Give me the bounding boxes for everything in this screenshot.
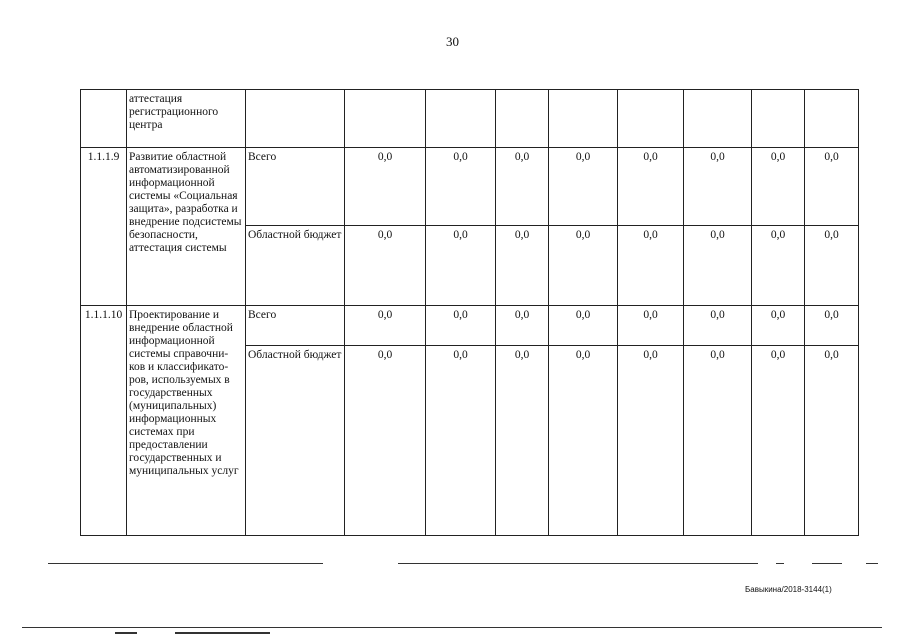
budget-table	[80, 89, 859, 536]
table-row	[81, 306, 859, 346]
value-cell: 0,0	[496, 226, 549, 306]
scan-line	[398, 563, 758, 564]
value-cell: 0,0	[684, 226, 752, 306]
scan-line	[776, 563, 784, 564]
source-cell: Областной бюджет	[246, 226, 345, 306]
value-cell	[618, 90, 684, 148]
source-cell: Областной бюджет	[246, 346, 345, 536]
value-cell	[345, 90, 426, 148]
value-cell: 0,0	[426, 148, 496, 226]
value-cell: 0,0	[752, 346, 805, 536]
value-cell: 0,0	[805, 306, 859, 346]
value-cell	[805, 90, 859, 148]
value-cell: 0,0	[345, 346, 426, 536]
value-cell: 0,0	[345, 306, 426, 346]
source-cell: Всего	[246, 306, 345, 346]
value-cell: 0,0	[618, 306, 684, 346]
value-cell: 0,0	[426, 306, 496, 346]
item-code-cell	[81, 90, 127, 148]
value-cell: 0,0	[618, 148, 684, 226]
item-name-cell: Проектирование и внедрение областной информационной системы справочни-ков и классификато-ров, используемых в государственных (муниципальных) информационных системах при предоставлении государственных и муниципальных услуг	[127, 306, 246, 536]
item-code-cell: 1.1.1.10	[81, 306, 127, 536]
value-cell	[496, 90, 549, 148]
value-cell: 0,0	[496, 306, 549, 346]
value-cell: 0,0	[805, 346, 859, 536]
item-name-cell: аттестация регистрационного центра	[127, 90, 246, 148]
value-cell: 0,0	[426, 346, 496, 536]
document-footer-code: Бавыкина/2018-3144(1)	[745, 585, 832, 594]
value-cell: 0,0	[549, 306, 618, 346]
scan-line	[48, 563, 323, 564]
value-cell: 0,0	[549, 226, 618, 306]
value-cell: 0,0	[618, 346, 684, 536]
value-cell: 0,0	[496, 148, 549, 226]
scan-line	[115, 632, 137, 634]
value-cell	[752, 90, 805, 148]
value-cell: 0,0	[549, 148, 618, 226]
value-cell	[426, 90, 496, 148]
item-name-cell: Развитие областной автоматизированной информационной системы «Социальная защита», разработка и внедрение подсистемы безопасности, аттестация системы	[127, 148, 246, 306]
table-row	[81, 148, 859, 226]
item-code-cell: 1.1.1.9	[81, 148, 127, 306]
scan-line	[812, 563, 842, 564]
value-cell: 0,0	[752, 306, 805, 346]
value-cell: 0,0	[752, 148, 805, 226]
value-cell: 0,0	[684, 346, 752, 536]
scan-line	[866, 563, 878, 564]
scan-line	[175, 632, 270, 634]
scan-line	[22, 627, 882, 628]
source-cell	[246, 90, 345, 148]
value-cell: 0,0	[549, 346, 618, 536]
value-cell: 0,0	[684, 306, 752, 346]
value-cell: 0,0	[345, 148, 426, 226]
value-cell	[684, 90, 752, 148]
value-cell: 0,0	[805, 226, 859, 306]
value-cell: 0,0	[618, 226, 684, 306]
source-cell: Всего	[246, 148, 345, 226]
value-cell: 0,0	[496, 346, 549, 536]
page-number: 30	[446, 34, 459, 49]
value-cell: 0,0	[684, 148, 752, 226]
value-cell: 0,0	[752, 226, 805, 306]
value-cell: 0,0	[426, 226, 496, 306]
value-cell: 0,0	[805, 148, 859, 226]
value-cell	[549, 90, 618, 148]
value-cell: 0,0	[345, 226, 426, 306]
table-row-continuation	[81, 90, 859, 148]
